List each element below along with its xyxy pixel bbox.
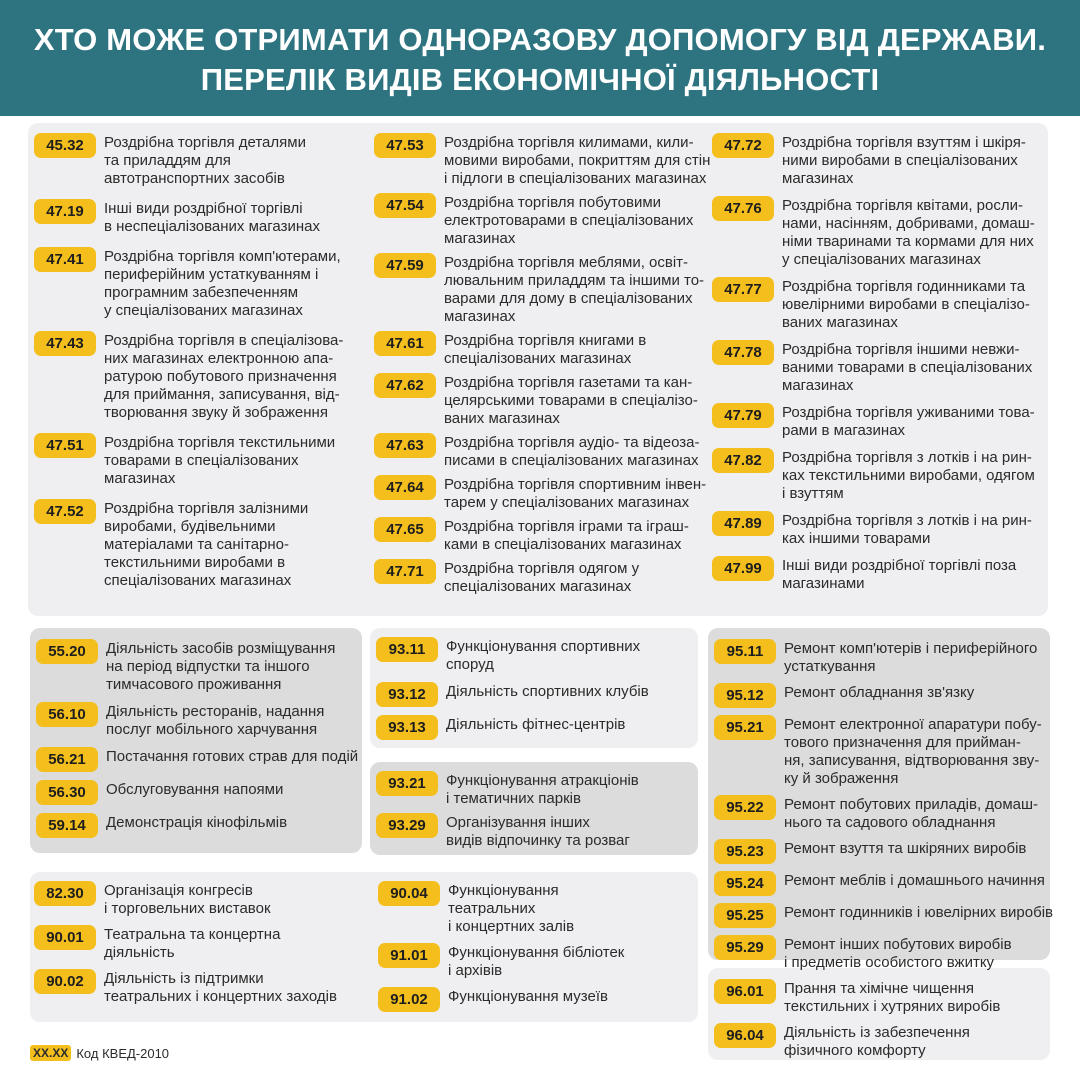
kved-description: Діяльність із підтримки театральних і концертних заходів (104, 970, 337, 1005)
kved-code-badge: 47.79 (712, 403, 774, 428)
kved-code-badge: 93.21 (376, 771, 438, 796)
kved-description: Роздрібна торгівля квітами, росли- нами, насінням, добривами, домаш- німи тваринами та кормами для них у спеціалізованих магазинах (782, 197, 1035, 268)
kved-code-badge: 47.61 (374, 331, 436, 356)
kved-item (376, 814, 639, 850)
kved-description: Ремонт побутових приладів, домаш- нього та садового обладнання (784, 796, 1039, 831)
kved-description: Роздрібна торгівля іншими невжи- ваними товарами в спеціалізованих магазинах (782, 341, 1033, 394)
kved-code-badge: 95.24 (714, 871, 776, 896)
kved-item (714, 904, 1053, 928)
kved-item (374, 134, 710, 188)
kved-code-badge: 95.23 (714, 839, 776, 864)
kved-code-badge: 47.89 (712, 511, 774, 536)
kved-item (374, 194, 710, 248)
kved-code-badge: 47.41 (34, 247, 96, 272)
kved-description: Роздрібна торгівля килимами, кили- мовими виробами, покриттям для стін і підлоги в спеціалізованих магазинах (444, 134, 711, 187)
hospitality-list (36, 640, 358, 838)
kved-item (712, 134, 1035, 188)
kved-description: Роздрібна торгівля взуттям і шкіря- ними виробами в спеціалізованих магазинах (782, 134, 1026, 187)
kved-description: Роздрібна торгівля деталями та приладдям для автотранспортних засобів (104, 134, 306, 187)
kved-code-badge: 47.52 (34, 499, 96, 524)
kved-description: Ремонт інших побутових виробів і предметів особистого вжитку (784, 936, 1012, 971)
kved-item (34, 200, 343, 236)
kved-item (714, 716, 1053, 788)
kved-item (34, 882, 337, 918)
retail-column-3 (712, 134, 1035, 593)
kved-item (376, 716, 649, 740)
kved-code-badge: 90.02 (34, 969, 96, 994)
kved-description: Організування інших видів відпочинку та розваг (446, 814, 630, 849)
kved-item (712, 278, 1035, 332)
kved-item (378, 988, 624, 1012)
kved-item (34, 970, 337, 1006)
kved-code-badge: 47.53 (374, 133, 436, 158)
kved-item (36, 703, 358, 739)
culture-list-1 (34, 882, 337, 1006)
kved-item (714, 840, 1053, 864)
kved-description: Роздрібна торгівля залізними виробами, будівельними матеріалами та санітарно- текстильними виробами в спеціалізованих магазинах (104, 500, 309, 589)
kved-item (374, 254, 710, 326)
retail-column-1 (34, 134, 343, 590)
repair-list (714, 640, 1053, 972)
kved-item (714, 640, 1053, 676)
kved-code-badge: 90.04 (378, 881, 440, 906)
title-line-1: ХТО МОЖЕ ОТРИМАТИ ОДНОРАЗОВУ ДОПОМОГУ ВІД ДЕРЖАВИ. (33, 22, 1047, 57)
kved-code-badge: 95.21 (714, 715, 776, 740)
kved-description: Діяльність фітнес-центрів (446, 716, 626, 733)
kved-item (376, 772, 639, 808)
kved-code-badge: 45.32 (34, 133, 96, 158)
kved-description: Постачання готових страв для подій (106, 748, 359, 765)
kved-description: Інші види роздрібної торгівлі в неспеціалізованих магазинах (104, 200, 320, 235)
kved-description: Роздрібна торгівля з лотків і на рин- ках текстильними виробами, одягом і взуттям (782, 449, 1035, 502)
kved-item (34, 134, 343, 188)
kved-item (36, 640, 358, 694)
kved-item (374, 476, 710, 512)
kved-code-badge: 96.04 (714, 1023, 776, 1048)
kved-code-badge: 47.54 (374, 193, 436, 218)
leisure-list (376, 772, 639, 850)
kved-item (714, 936, 1053, 972)
kved-item (374, 434, 710, 470)
kved-code-badge: 47.72 (712, 133, 774, 158)
kved-description: Функціонування атракціонів і тематичних парків (446, 772, 639, 807)
sport-list (376, 638, 649, 740)
kved-item (374, 560, 710, 596)
kved-item (712, 404, 1035, 440)
kved-description: Ремонт комп'ютерів і периферійного устаткування (784, 640, 1038, 675)
kved-code-badge: 47.78 (712, 340, 774, 365)
kved-item (374, 332, 710, 368)
kved-description: Роздрібна торгівля меблями, освіт- лювальним приладдям та іншими то- варами для дому в спеціалізованих магазинах (444, 254, 705, 325)
kved-item (714, 796, 1053, 832)
kved-code-badge: 47.71 (374, 559, 436, 584)
kved-description: Роздрібна торгівля аудіо- та відеоза- писами в спеціалізованих магазинах (444, 434, 700, 469)
retail-column-2 (374, 134, 710, 596)
legend (30, 1045, 169, 1061)
kved-description: Роздрібна торгівля в спеціалізова- них магазинах електронною апа- ратурою побутового призначення для приймання, записування, від- творювання звуку й зображення (104, 332, 344, 421)
kved-item (376, 638, 649, 674)
page-title (0, 0, 1080, 116)
kved-item (36, 781, 358, 805)
kved-code-badge: 47.59 (374, 253, 436, 278)
kved-description: Роздрібна торгівля газетами та кан- целярськими товарами в спеціалізо- ваних магазинах (444, 374, 698, 427)
kved-description: Діяльність засобів розміщування на період відпустки та іншого тимчасового проживання (106, 640, 336, 693)
kved-code-badge: 56.21 (36, 747, 98, 772)
kved-code-badge: 56.10 (36, 702, 98, 727)
kved-description: Роздрібна торгівля книгами в спеціалізованих магазинах (444, 332, 647, 367)
kved-description: Ремонт взуття та шкіряних виробів (784, 840, 1027, 857)
kved-description: Роздрібна торгівля спортивним інвен- тарем у спеціалізованих магазинах (444, 476, 707, 511)
kved-item (714, 1024, 1000, 1060)
kved-item (712, 557, 1035, 593)
kved-description: Роздрібна торгівля побутовими електротоварами в спеціалізованих магазинах (444, 194, 694, 247)
kved-code-badge: 47.65 (374, 517, 436, 542)
kved-description: Організація конгресів і торговельних виставок (104, 882, 271, 917)
kved-code-badge: 91.01 (378, 943, 440, 968)
title-line-2: ПЕРЕЛІК ВИДІВ ЕКОНОМІЧНОЇ ДІЯЛЬНОСТІ (200, 62, 880, 97)
kved-description: Ремонт меблів і домашнього начиння (784, 872, 1045, 889)
kved-code-badge: 95.25 (714, 903, 776, 928)
kved-code-badge: 47.64 (374, 475, 436, 500)
kved-description: Обслуговування напоями (106, 781, 284, 798)
kved-item (714, 684, 1053, 708)
kved-code-badge: 93.13 (376, 715, 438, 740)
kved-description: Роздрібна торгівля одягом у спеціалізованих магазинах (444, 560, 640, 595)
kved-description: Роздрібна торгівля уживаними това- рами в магазинах (782, 404, 1035, 439)
kved-description: Роздрібна торгівля текстильними товарами в спеціалізованих магазинах (104, 434, 336, 487)
kved-code-badge: 59.14 (36, 813, 98, 838)
kved-item (378, 944, 624, 980)
kved-code-badge: 95.29 (714, 935, 776, 960)
legend-label: Код КВЕД-2010 (76, 1045, 170, 1061)
kved-code-badge: 47.99 (712, 556, 774, 581)
culture-list-2 (378, 882, 624, 1012)
kved-code-badge: 95.22 (714, 795, 776, 820)
kved-item (376, 683, 649, 707)
kved-code-badge: 47.82 (712, 448, 774, 473)
kved-item (36, 748, 358, 772)
kved-code-badge: 55.20 (36, 639, 98, 664)
kved-item (714, 872, 1053, 896)
kved-code-badge: 47.43 (34, 331, 96, 356)
legend-badge: XX.XX (30, 1045, 71, 1061)
kved-code-badge: 93.11 (376, 637, 438, 662)
kved-item (34, 434, 343, 488)
kved-code-badge: 95.11 (714, 639, 776, 664)
kved-item (34, 332, 343, 422)
kved-code-badge: 47.63 (374, 433, 436, 458)
kved-description: Демонстрація кінофільмів (106, 814, 288, 831)
kved-code-badge: 47.77 (712, 277, 774, 302)
kved-description: Роздрібна торгівля іграми та іграш- ками в спеціалізованих магазинах (444, 518, 689, 553)
kved-description: Театральна та концертна діяльність (104, 926, 281, 961)
kved-description: Діяльність спортивних клубів (446, 683, 649, 700)
kved-item (34, 926, 337, 962)
kved-item (712, 341, 1035, 395)
kved-code-badge: 56.30 (36, 780, 98, 805)
services-list (714, 980, 1000, 1060)
kved-item (374, 518, 710, 554)
kved-code-badge: 47.51 (34, 433, 96, 458)
kved-item (34, 500, 343, 590)
kved-description: Ремонт годинників і ювелірних виробів (784, 904, 1054, 921)
kved-code-badge: 47.19 (34, 199, 96, 224)
kved-description: Роздрібна торгівля комп'ютерами, периферійним устаткуванням і програмним забезпеченням у спеціалізованих магазинах (104, 248, 341, 319)
kved-code-badge: 91.02 (378, 987, 440, 1012)
kved-code-badge: 95.12 (714, 683, 776, 708)
kved-code-badge: 93.12 (376, 682, 438, 707)
kved-item (374, 374, 710, 428)
kved-code-badge: 96.01 (714, 979, 776, 1004)
kved-description: Прання та хімічне чищення текстильних і хутряних виробів (784, 980, 1001, 1015)
kved-description: Діяльність ресторанів, надання послуг мобільного харчування (106, 703, 325, 738)
kved-item (36, 814, 358, 838)
kved-description: Функціонування спортивних споруд (446, 638, 641, 673)
kved-item (712, 512, 1035, 548)
kved-code-badge: 90.01 (34, 925, 96, 950)
kved-description: Ремонт електронної апаратури побу- тового призначення для прийман- ня, записування, відтворювання зву- ку й зображення (784, 716, 1042, 787)
kved-description: Діяльність із забезпечення фізичного комфорту (784, 1024, 970, 1059)
kved-description: Ремонт обладнання зв'язку (784, 684, 975, 701)
kved-item (712, 197, 1035, 269)
kved-item (712, 449, 1035, 503)
kved-item (714, 980, 1000, 1016)
kved-description: Роздрібна торгівля з лотків і на рин- ках іншими товарами (782, 512, 1032, 547)
kved-code-badge: 47.62 (374, 373, 436, 398)
kved-description: Функціонування бібліотек і архівів (448, 944, 625, 979)
kved-description: Інші види роздрібної торгівлі поза магазинами (782, 557, 1017, 592)
kved-description: Функціонування музеїв (448, 988, 608, 1005)
kved-description: Роздрібна торгівля годинниками та ювелірними виробами в спеціалізо- ваних магазинах (782, 278, 1030, 331)
kved-code-badge: 47.76 (712, 196, 774, 221)
kved-code-badge: 82.30 (34, 881, 96, 906)
kved-description: Функціонування театральних і концертних залів (448, 882, 575, 935)
kved-item (34, 248, 343, 320)
kved-item (378, 882, 624, 936)
kved-code-badge: 93.29 (376, 813, 438, 838)
